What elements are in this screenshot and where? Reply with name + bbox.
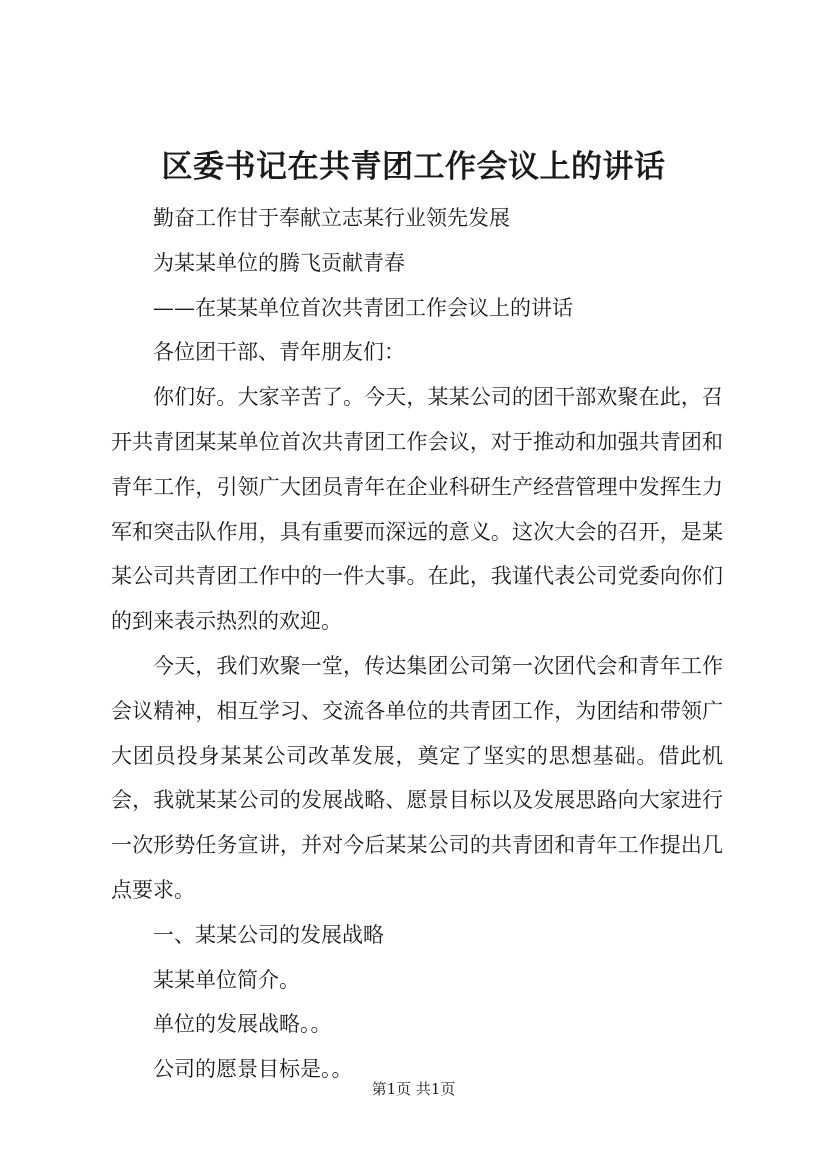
body-paragraph: 今天，我们欢聚一堂，传达集团公司第一次团代会和青年工作会议精神，相互学习、交流各单位的共青团工作，为团结和带领广大团员投身某某公司改革发展，奠定了坚实的思想基础。借此机会，我就某某公司的发展战略、愿景目标以及发展思路向大家进行一次形势任务宣讲，并对今后某某公司的共青团和青年工作提出几点要求。 <box>111 653 723 902</box>
list-item: 某某单位简介。 <box>153 967 300 992</box>
document-body <box>111 196 723 1092</box>
list-item: 单位的发展战略。。 <box>153 1012 332 1037</box>
document-title: 区委书记在共青团工作会议上的讲话 <box>161 149 666 185</box>
salutation: 各位团干部、青年朋友们： <box>153 340 405 365</box>
subtitle-line-1: 勤奋工作甘于奉献立志某行业领先发展 <box>153 206 510 230</box>
section-heading: 一、某某公司的发展战略 <box>153 922 384 947</box>
list-item: 公司的愿景目标是。。 <box>153 1057 353 1082</box>
body-paragraph: 你们好。大家辛苦了。今天，某某公司的团干部欢聚在此，召开共青团某某单位首次共青团工作会议，对于推动和加强共青团和青年工作，引领广大团员青年在企业科研生产经营管理中发挥生力军和突击队作用，具有重要而深远的意义。这次大会的召开，是某某公司共青团工作中的一件大事。在此，我谨代表公司党委向你们的到来表示热烈的欢迎。 <box>111 385 723 634</box>
page-footer: 第1页 共1页 <box>371 1080 456 1098</box>
subtitle-line-3: ——在某某单位首次共青团工作会议上的讲话 <box>153 295 573 320</box>
subtitle-line-2: 为某某单位的腾飞贡献青春 <box>153 250 405 275</box>
